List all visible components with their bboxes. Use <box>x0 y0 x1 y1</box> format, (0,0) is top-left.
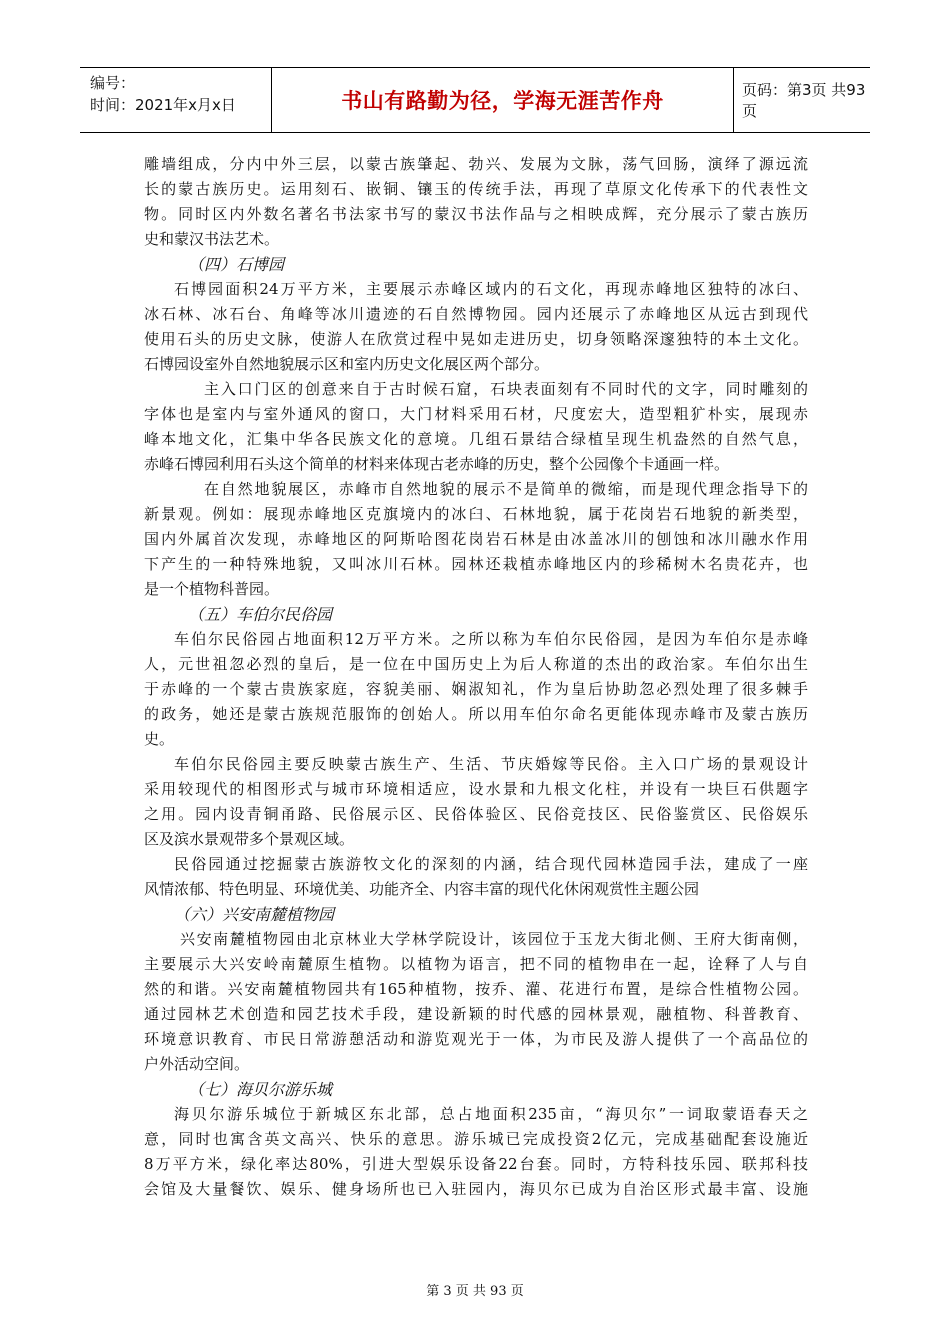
document-number-label: 编号： <box>90 74 136 92</box>
body-text-line: 人，元世祖忽必烈的皇后，是一位在中国历史上为后人称道的杰出的政治家。车伯尔出生 <box>144 655 808 673</box>
body-text-line: 石博园设室外自然地貌展示区和室内历史文化展区两个部分。 <box>144 355 550 373</box>
body-text-line: 雕墙组成，分内中外三层，以蒙古族肇起、勃兴、发展为文脉，荡气回肠，演绎了源远流 <box>144 155 808 173</box>
body-text-line: 区及滨水景观带多个景观区域。 <box>144 830 355 848</box>
body-text-line: 风情浓郁、特色明显、环境优美、功能齐全、内容丰富的现代化休闲观赏性主题公园 <box>144 880 700 898</box>
body-text-line: 字体也是室内与室外通风的窗口，大门材料采用石材，尺度宏大，造型粗犷朴实，展现赤 <box>144 405 808 423</box>
body-text-line: 赤峰石博园利用石头这个简单的材料来体现古老赤峰的历史，整个公园像个卡通画一样。 <box>144 455 730 473</box>
page-footer: 第 3 页 共 93 页 <box>426 1284 524 1299</box>
body-text-line: 峰本地文化，汇集中华各民族文化的意境。几组石景结合绿植呈现生机盎然的自然气息， <box>144 430 808 448</box>
header-motto: 书山有路勤为径，学海无涯苦作舟 <box>272 68 734 132</box>
body-text-line: 意，同时也寓含英文高兴、快乐的意思。游乐城已完成投资2亿元，完成基础配套设施近 <box>144 1130 808 1148</box>
body-text-line: 石博园面积24万平方米，主要展示赤峰区域内的石文化，再现赤峰地区独特的冰臼、 <box>174 280 808 298</box>
body-text-line: 冰石林、冰石台、角峰等冰川遗迹的石自然博物园。园内还展示了赤峰地区从远古到现代 <box>144 305 808 323</box>
section-heading: （四）石博园 <box>188 255 285 274</box>
section-heading: （六）兴安南麓植物园 <box>174 905 335 924</box>
body-text-line: 然的和谐。兴安南麓植物园共有165种植物，按乔、灌、花进行布置，是综合性植物公园。 <box>144 980 808 998</box>
body-text-line: 在自然地貌展区，赤峰市自然地貌的展示不是简单的微缩，而是现代理念指导下的 <box>204 480 808 498</box>
body-text-line: 采用较现代的相图形式与城市环境相适应，设水景和九根文化柱，并设有一块巨石供题字 <box>144 780 808 798</box>
body-text-line: 户外活动空间。 <box>144 1055 250 1073</box>
body-text-line: 使用石头的历史文脉，使游人在欣赏过程中晃如走进历史，切身领略深邃独特的本土文化。 <box>144 330 808 348</box>
body-text-line: 环境意识教育、市民日常游憩活动和游览观光于一体，为市民及游人提供了一个高品位的 <box>144 1030 808 1048</box>
body-text-line: 主要展示大兴安岭南麓原生植物。以植物为语言，把不同的植物串在一起，诠释了人与自 <box>144 955 808 973</box>
body-text-line: 通过园林艺术创造和园艺技术手段，建设新颖的时代感的园林景观，融植物、科普教育、 <box>144 1005 808 1023</box>
section-heading: （五）车伯尔民俗园 <box>188 605 333 624</box>
body-text-line: 物。同时区内外数名著名书法家书写的蒙汉书法作品与之相映成辉，充分展示了蒙古族历 <box>144 205 808 223</box>
document-body <box>144 152 808 1202</box>
body-text-line: 下产生的一种特殊地貌，又叫冰川石林。园林还栽植赤峰地区内的珍稀树木名贵花卉，也 <box>144 555 808 573</box>
page-header <box>80 67 870 133</box>
body-text-line: 车伯尔民俗园主要反映蒙古族生产、生活、节庆婚嫁等民俗。主入口广场的景观设计 <box>174 755 808 773</box>
section-heading: （七）海贝尔游乐城 <box>188 1080 333 1099</box>
body-text-line: 史和蒙汉书法艺术。 <box>144 230 280 248</box>
body-text-line: 车伯尔民俗园占地面积12万平方米。之所以称为车伯尔民俗园，是因为车伯尔是赤峰 <box>174 630 808 648</box>
body-text-line: 长的蒙古族历史。运用刻石、嵌铜、镶玉的传统手法，再现了草原文化传承下的代表性文 <box>144 180 808 198</box>
body-text-line: 会馆及大量餐饮、娱乐、健身场所也已入驻园内，海贝尔已成为自治区形式最丰富、设施 <box>144 1180 808 1198</box>
body-text-line: 国内外属首次发现，赤峰地区的阿斯哈图花岗岩石林是由冰盖冰川的刨蚀和冰川融水作用 <box>144 530 808 548</box>
body-text-line: 海贝尔游乐城位于新城区东北部，总占地面积235亩，“海贝尔”一词取蒙语春天之 <box>174 1105 808 1123</box>
header-meta <box>80 68 272 132</box>
body-text-line: 是一个植物科普园。 <box>144 580 280 598</box>
body-text-line: 新景观。例如：展现赤峰地区克旗境内的冰臼、石林地貌，属于花岗岩石地貌的新类型， <box>144 505 808 523</box>
body-text-line: 兴安南麓植物园由北京林业大学林学院设计，该园位于玉龙大街北侧、王府大街南侧， <box>180 930 808 948</box>
body-text-line: 于赤峰的一个蒙古贵族家庭，容貌美丽、娴淑知礼，作为皇后协助忽必烈处理了很多棘手 <box>144 680 808 698</box>
header-page-info: 页码：第3页 共93页 <box>742 81 866 120</box>
body-text-line: 史。 <box>144 730 175 748</box>
body-text-line: 之用。园内设青铜甬路、民俗展示区、民俗体验区、民俗竞技区、民俗鉴赏区、民俗娱乐 <box>144 805 808 823</box>
body-text-line: 8万平方米，绿化率达80%，引进大型娱乐设备22台套。同时，方特科技乐园、联邦科技 <box>144 1155 808 1173</box>
document-date: 时间：2021年x月x日 <box>90 96 236 114</box>
body-text-line: 主入口门区的创意来自于古时候石窟，石块表面刻有不同时代的文字，同时雕刻的 <box>204 380 808 398</box>
body-text-line: 的政务，她还是蒙古族规范服饰的创始人。所以用车伯尔命名更能体现赤峰市及蒙古族历 <box>144 705 808 723</box>
body-text-line: 民俗园通过挖掘蒙古族游牧文化的深刻的内涵，结合现代园林造园手法，建成了一座 <box>174 855 808 873</box>
